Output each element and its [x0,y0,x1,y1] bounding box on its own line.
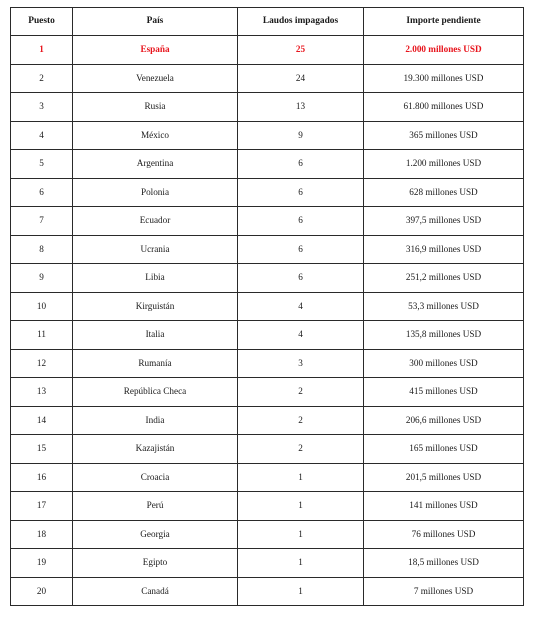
rank-cell: 7 [11,207,73,236]
table-row [11,378,524,407]
rank-cell: 4 [11,121,73,150]
table-header [11,8,524,36]
country-cell: República Checa [73,378,238,407]
country-cell: Rumanía [73,349,238,378]
awards-cell: 2 [238,406,364,435]
amount-cell: 141 millones USD [364,492,524,521]
rank-cell: 19 [11,549,73,578]
rank-cell: 6 [11,178,73,207]
country-cell: India [73,406,238,435]
awards-cell: 1 [238,520,364,549]
amount-cell: 61.800 millones USD [364,93,524,122]
rank-cell: 5 [11,150,73,179]
table-row [11,463,524,492]
table-body [11,36,524,606]
rank-cell: 15 [11,435,73,464]
country-cell: Venezuela [73,64,238,93]
table-row [11,577,524,606]
country-cell: Croacia [73,463,238,492]
table-row [11,492,524,521]
rank-cell: 14 [11,406,73,435]
rank-cell: 10 [11,292,73,321]
table-row [11,406,524,435]
awards-cell: 1 [238,463,364,492]
rank-cell: 11 [11,321,73,350]
awards-cell: 1 [238,577,364,606]
rank-cell: 8 [11,235,73,264]
ranking-table-container [10,7,523,606]
rank-cell: 18 [11,520,73,549]
country-cell: Kazajistán [73,435,238,464]
amount-cell: 1.200 millones USD [364,150,524,179]
rank-cell: 20 [11,577,73,606]
amount-cell: 628 millones USD [364,178,524,207]
awards-cell: 3 [238,349,364,378]
awards-cell: 6 [238,207,364,236]
country-cell: Ucrania [73,235,238,264]
table-row [11,64,524,93]
country-cell: México [73,121,238,150]
rank-cell: 3 [11,93,73,122]
awards-cell: 25 [238,36,364,65]
table-row [11,93,524,122]
table-row [11,36,524,65]
awards-cell: 2 [238,378,364,407]
amount-cell: 201,5 millones USD [364,463,524,492]
awards-cell: 9 [238,121,364,150]
table-row [11,235,524,264]
amount-cell: 19.300 millones USD [364,64,524,93]
awards-cell: 6 [238,264,364,293]
awards-cell: 6 [238,178,364,207]
amount-cell: 300 millones USD [364,349,524,378]
table-row [11,178,524,207]
header-awards: Laudos impagados [238,8,364,36]
amount-cell: 251,2 millones USD [364,264,524,293]
country-cell: Italia [73,321,238,350]
header-amount: Importe pendiente [364,8,524,36]
awards-cell: 4 [238,292,364,321]
awards-cell: 1 [238,492,364,521]
header-country: País [73,8,238,36]
rank-cell: 9 [11,264,73,293]
amount-cell: 397,5 millones USD [364,207,524,236]
amount-cell: 415 millones USD [364,378,524,407]
amount-cell: 165 millones USD [364,435,524,464]
awards-cell: 6 [238,150,364,179]
country-cell: Polonia [73,178,238,207]
table-row [11,549,524,578]
awards-cell: 2 [238,435,364,464]
country-cell: Argentina [73,150,238,179]
rank-cell: 12 [11,349,73,378]
amount-cell: 18,5 millones USD [364,549,524,578]
table-row [11,292,524,321]
country-cell: España [73,36,238,65]
country-cell: Rusia [73,93,238,122]
table-row [11,150,524,179]
rank-cell: 17 [11,492,73,521]
awards-cell: 1 [238,549,364,578]
rank-cell: 16 [11,463,73,492]
country-cell: Canadá [73,577,238,606]
amount-cell: 316,9 millones USD [364,235,524,264]
amount-cell: 135,8 millones USD [364,321,524,350]
country-cell: Libia [73,264,238,293]
table-row [11,321,524,350]
amount-cell: 53,3 millones USD [364,292,524,321]
country-cell: Ecuador [73,207,238,236]
rank-cell: 13 [11,378,73,407]
amount-cell: 365 millones USD [364,121,524,150]
rank-cell: 2 [11,64,73,93]
country-cell: Egipto [73,549,238,578]
amount-cell: 2.000 millones USD [364,36,524,65]
awards-cell: 4 [238,321,364,350]
awards-cell: 13 [238,93,364,122]
unpaid-awards-table [10,7,524,606]
amount-cell: 76 millones USD [364,520,524,549]
rank-cell: 1 [11,36,73,65]
country-cell: Kirguistán [73,292,238,321]
header-rank: Puesto [11,8,73,36]
table-row [11,121,524,150]
header-row [11,8,524,36]
table-row [11,435,524,464]
awards-cell: 6 [238,235,364,264]
amount-cell: 206,6 millones USD [364,406,524,435]
table-row [11,207,524,236]
table-row [11,520,524,549]
amount-cell: 7 millones USD [364,577,524,606]
awards-cell: 24 [238,64,364,93]
country-cell: Georgia [73,520,238,549]
country-cell: Perú [73,492,238,521]
table-row [11,264,524,293]
table-row [11,349,524,378]
